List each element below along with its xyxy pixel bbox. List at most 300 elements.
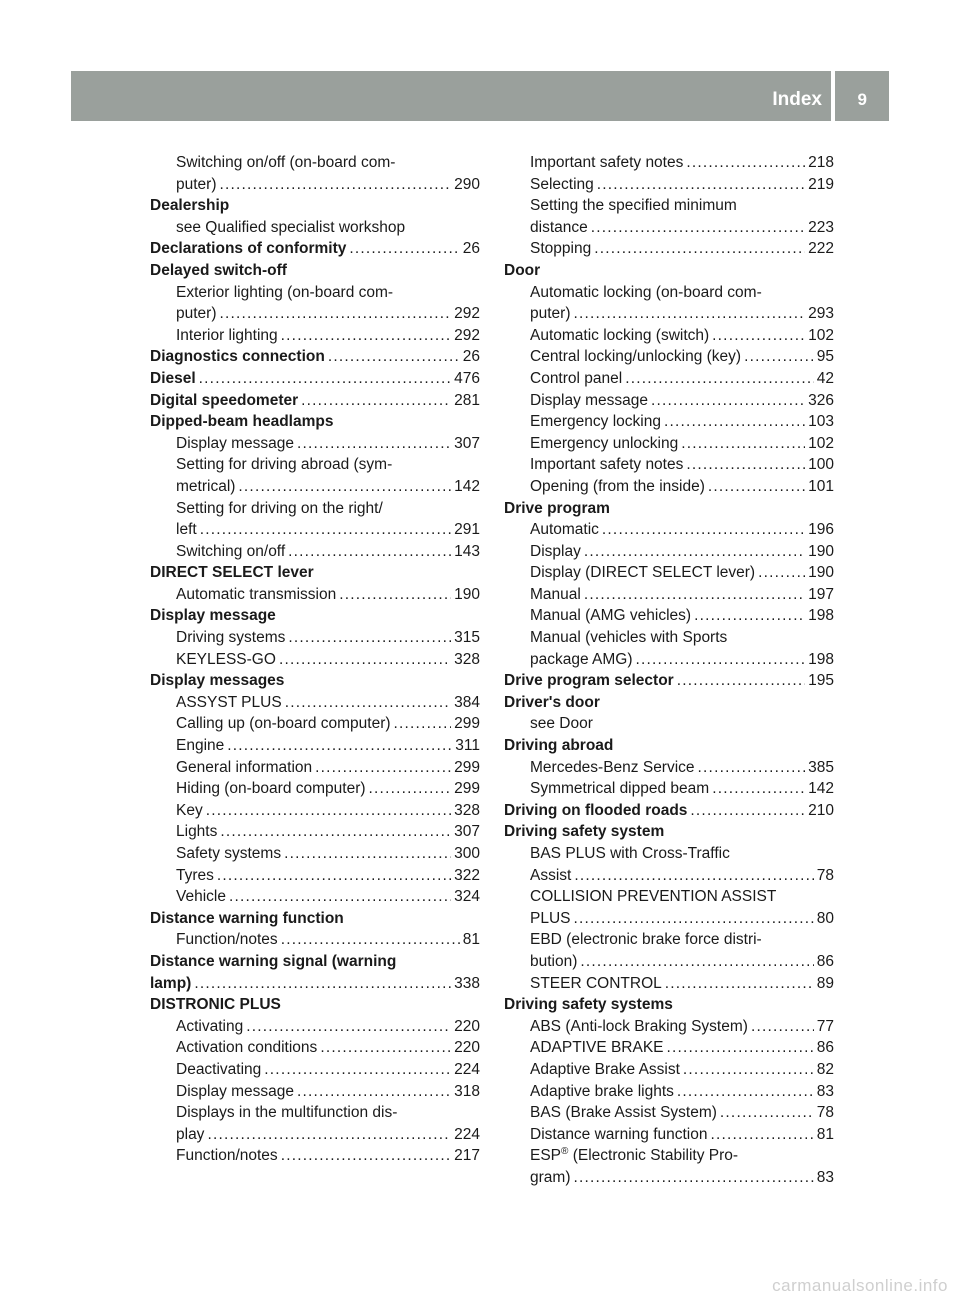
entry-text: Tyres [176,866,214,884]
dot-leader [199,368,451,390]
dot-leader [580,951,813,973]
index-entry [150,325,480,347]
dot-leader [284,843,451,865]
entry-page-ref: 307 [454,434,480,452]
dot-leader [636,649,806,671]
index-entry [504,908,834,930]
index-entry [504,1124,834,1146]
entry-page-ref: 299 [454,780,480,798]
index-subentry-text [504,886,834,908]
dot-leader [281,1145,451,1167]
index-entry [150,433,480,455]
entry-page-ref: 210 [808,801,834,819]
entry-text: see Qualified specialist workshop [176,218,406,236]
entry-text: Distance warning function [150,909,344,927]
entry-page-ref: 281 [454,391,480,409]
dot-leader [720,1102,814,1124]
entry-page-ref: 385 [808,758,834,776]
entry-text: Opening (from the inside) [530,477,705,495]
index-entry [504,1037,834,1059]
dot-leader [625,368,814,390]
entry-text: Diagnostics connection [150,348,325,366]
entry-text: Diesel [150,369,196,387]
dot-leader [712,778,805,800]
entry-page-ref: 299 [454,758,480,776]
entry-text: Automatic transmission [176,585,337,603]
index-keyword [150,994,480,1016]
dot-leader [665,973,814,995]
entry-text: Automatic [530,521,599,539]
entry-page-ref: 292 [454,305,480,323]
dot-leader [591,217,805,239]
entry-text: BAS (Brake Assist System) [530,1104,717,1122]
dot-leader [281,929,460,951]
index-entry [150,692,480,714]
entry-text: Driving systems [176,629,286,647]
entry-text: left [176,521,197,539]
dot-leader [602,519,805,541]
entry-page-ref: 384 [454,693,480,711]
index-entry [150,778,480,800]
dot-leader [279,649,451,671]
entry-page-ref: 223 [808,218,834,236]
dot-leader [584,541,805,563]
entry-text: KEYLESS-GO [176,650,276,668]
entry-page-ref: 218 [808,154,834,171]
entry-text: Switching on/off [176,542,286,560]
entry-page-ref: 103 [808,413,834,431]
entry-page-ref: 142 [808,780,834,798]
entry-text: Display (DIRECT SELECT lever) [530,564,756,582]
index-keyword [504,260,834,282]
entry-text: Switching on/off (on-board com- [176,154,396,171]
entry-page-ref: 89 [816,974,834,992]
entry-page-ref: 26 [462,240,480,258]
entry-text-rest: (Electronic Stability Pro- [568,1147,739,1165]
index-entry [504,238,834,260]
index-entry [504,519,834,541]
entry-text: Central locking/unlocking (key) [530,348,742,366]
index-keyword [150,260,480,282]
entry-text: Drive program [504,499,610,517]
watermark: carmanualsonline.info [772,1276,948,1295]
entry-text: Safety systems [176,845,282,862]
entry-text: Engine [176,737,225,755]
entry-text: PLUS [530,909,571,927]
index-entry [504,973,834,995]
entry-page-ref: 217 [454,1147,480,1165]
index-subentry-text [504,627,834,649]
entry-page-ref: 143 [454,542,480,560]
entry-text: Manual [530,585,581,603]
entry-text: Setting for driving on the right/ [176,499,383,517]
index-entry [504,865,834,887]
entry-page-ref: 83 [816,1168,834,1186]
entry-text: Display message [530,391,649,409]
dot-leader [667,1037,814,1059]
index-subentry-text [150,498,480,520]
index-entry [150,821,480,843]
entry-text: Manual (AMG vehicles) [530,607,692,625]
index-entry [504,346,834,368]
index-entry [504,584,834,606]
entry-page-ref: 198 [808,607,834,625]
entry-page-ref: 102 [808,326,834,344]
entry-page-ref: 81 [816,1125,834,1143]
entry-text: Deactivating [176,1060,262,1078]
entry-page-ref: 196 [808,521,834,539]
entry-text: Declarations of conformity [150,240,347,258]
entry-text: Displays in the multifunction dis- [176,1104,398,1122]
entry-text: Automatic locking (switch) [530,326,710,344]
entry-text: Distance warning signal (warning [150,952,397,970]
index-entry [150,1059,480,1081]
entry-text: General information [176,758,313,776]
entry-text: Function/notes [176,1147,278,1165]
entry-text: EBD (electronic brake force distri- [530,931,762,949]
entry-text: Manual (vehicles with Sports [530,629,728,647]
index-entry [150,368,480,390]
entry-text: Dipped-beam headlamps [150,413,334,431]
index-keyword [150,562,480,584]
entry-text: Selecting [530,175,594,193]
entry-page-ref: 299 [454,715,480,733]
entry-text: Interior lighting [176,326,278,344]
index-subentry-text [150,152,480,174]
entry-page-ref: 292 [454,326,480,344]
entry-text: Drive program selector [504,672,674,690]
index-entry [150,735,480,757]
entry-page-ref: 77 [816,1017,834,1035]
dot-leader [751,1016,814,1038]
dot-leader [651,390,805,412]
entry-page-ref: 86 [816,1039,834,1057]
index-keyword [150,670,480,692]
dot-leader [220,821,451,843]
dot-leader [711,1124,814,1146]
index-entry [504,670,834,692]
entry-text: Exterior lighting (on-board com- [176,283,394,301]
dot-leader [264,1059,451,1081]
index-entry [504,1016,834,1038]
entry-page-ref: 197 [808,585,834,603]
dot-leader [229,886,451,908]
entry-page-ref: 290 [454,175,480,193]
dot-leader [744,346,814,368]
dot-leader [369,778,452,800]
dot-leader [339,584,451,606]
index-keyword [504,735,834,757]
index-entry [150,649,480,671]
registered-mark: ® [561,1146,569,1158]
index-subentry-text [504,1145,834,1167]
entry-page-ref: 83 [816,1082,834,1100]
entry-text: DISTRONIC PLUS [150,996,281,1014]
entry-page-ref: 476 [454,369,480,387]
entry-text: gram) [530,1168,571,1186]
dot-leader [686,152,805,174]
entry-page-ref: 26 [462,348,480,366]
entry-page-ref: 315 [454,629,480,647]
index-subentry-text [504,282,834,304]
entry-page-ref: 82 [816,1060,834,1078]
dot-leader [677,670,805,692]
entry-page-ref: 86 [816,952,834,970]
dot-leader [690,800,805,822]
entry-page-ref: 42 [816,369,834,387]
index-entry [150,1016,480,1038]
dot-leader [220,303,452,325]
entry-text: play [176,1125,205,1143]
entry-page-ref: 198 [808,650,834,668]
entry-text: Vehicle [176,888,226,906]
dot-leader [677,1081,814,1103]
index-subentry-text [150,454,480,476]
index-entry [504,562,834,584]
index-keyword [504,692,834,714]
page-number: 9 [857,90,867,109]
index-keyword [504,994,834,1016]
entry-page-ref: 222 [808,240,834,258]
index-subentry-text [504,843,834,865]
entry-text: Driving abroad [504,737,614,755]
index-entry [504,454,834,476]
dot-leader [712,325,805,347]
entry-page-ref: 220 [454,1039,480,1057]
entry-text: ESP [530,1147,562,1165]
entry-page-ref: 190 [808,564,834,582]
entry-text: Setting for driving abroad (sym- [176,456,393,474]
entry-text: DIRECT SELECT lever [150,564,314,582]
section-title: Index [772,89,822,110]
index-entry [504,1102,834,1124]
dot-leader [328,346,460,368]
entry-page-ref: 293 [808,305,834,323]
index-keyword [150,605,480,627]
dot-leader [200,519,451,541]
entry-page-ref: 190 [808,542,834,560]
entry-page-ref: 220 [454,1017,480,1035]
entry-text: bution) [530,952,578,970]
entry-page-ref: 78 [816,866,834,884]
dot-leader [594,238,805,260]
entry-text: Digital speedometer [150,391,299,409]
entry-text: Calling up (on-board computer) [176,715,391,733]
entry-text: Driving safety system [504,823,665,841]
dot-leader [301,390,451,412]
entry-page-ref: 95 [816,348,834,366]
index-subentry-text [150,217,480,239]
entry-text: puter) [176,175,217,193]
entry-page-ref: 318 [454,1082,480,1100]
entry-text: Key [176,801,203,819]
index-entry [504,778,834,800]
index-entry [150,843,480,865]
index-entry [504,174,834,196]
index-subentry-text [504,195,834,217]
entry-page-ref: 324 [454,888,480,906]
entry-text: Function/notes [176,931,278,949]
entry-text: Symmetrical dipped beam [530,780,710,798]
entry-page-ref: 142 [454,477,480,495]
index-entry [150,865,480,887]
index-entry [504,1059,834,1081]
entry-text: Display [530,542,581,560]
dot-leader [584,584,805,606]
index-entry [504,217,834,239]
entry-text: Display message [176,434,295,452]
entry-text: Control panel [530,369,623,387]
index-entry [504,605,834,627]
entry-page-ref: 101 [808,477,834,495]
entry-page-ref: 291 [454,521,480,539]
index-subentry-text [150,282,480,304]
entry-text: Stopping [530,240,592,258]
index-keyword [150,411,480,433]
entry-page-ref: 326 [808,391,834,409]
dot-leader [758,562,805,584]
entry-text: puter) [176,305,217,323]
entry-text: STEER CONTROL [530,974,662,992]
dot-leader [194,973,451,995]
index-entry [150,713,480,735]
index-entry [150,476,480,498]
index-entry [150,627,480,649]
dot-leader [227,735,452,757]
entry-page-ref: 300 [454,845,480,862]
entry-page-ref: 328 [454,650,480,668]
header-bar [71,71,889,121]
dot-leader [574,303,806,325]
index-keyword [150,195,480,217]
index-entry [150,584,480,606]
index-subentry-text [504,929,834,951]
index-entry [150,1124,480,1146]
index-entry [150,973,480,995]
dot-leader [694,605,805,627]
index-entry [504,541,834,563]
index-entry [504,152,834,174]
index-entry [150,886,480,908]
dot-leader [206,800,451,822]
entry-page-ref: 100 [808,456,834,474]
entry-text: ASSYST PLUS [176,693,282,711]
entry-text: Adaptive Brake Assist [530,1060,680,1078]
dot-leader [288,627,451,649]
index-entry [504,951,834,973]
index-entry [504,325,834,347]
dot-leader [698,757,806,779]
entry-text: Distance warning function [530,1125,708,1143]
entry-text: Activation conditions [176,1039,318,1057]
index-column-left [150,152,480,1167]
index-entry [150,390,480,412]
dot-leader [246,1016,451,1038]
entry-page-ref: 224 [454,1060,480,1078]
dot-leader [597,174,805,196]
dot-leader [285,692,451,714]
entry-page-ref: 311 [455,737,480,755]
index-entry [504,476,834,498]
index-entry [150,238,480,260]
entry-text: Door [504,261,541,279]
index-entry [504,433,834,455]
index-entry [150,519,480,541]
entry-text: Adaptive brake lights [530,1082,674,1100]
entry-text: Important safety notes [530,154,684,171]
index-subentry-text [150,1102,480,1124]
entry-page-ref: 190 [454,585,480,603]
entry-text: Lights [176,823,218,841]
entry-page-ref: 322 [454,866,480,884]
index-keyword [504,821,834,843]
index-keyword [150,951,480,973]
entry-text: Emergency unlocking [530,434,679,452]
entry-text: Driving on flooded roads [504,801,688,819]
header-divider [831,71,835,121]
index-entry [150,1145,480,1167]
entry-text: Important safety notes [530,456,684,474]
entry-page-ref: 81 [462,931,480,949]
dot-leader [315,757,451,779]
entry-page-ref: 224 [454,1125,480,1143]
entry-text: puter) [530,305,571,323]
entry-text: Dealership [150,197,230,215]
index-entry [504,390,834,412]
dot-leader [220,174,452,196]
dot-leader [297,1081,451,1103]
entry-text: lamp) [150,974,192,992]
dot-leader [288,541,451,563]
entry-page-ref: 219 [808,175,834,193]
entry-text: Mercedes-Benz Service [530,758,695,776]
entry-page-ref: 338 [454,974,480,992]
index-entry [504,800,834,822]
entry-page-ref: 78 [816,1104,834,1122]
entry-text: distance [530,218,588,236]
entry-text: Automatic locking (on-board com- [530,283,762,301]
entry-text: Hiding (on-board computer) [176,780,366,798]
entry-text: Assist [530,866,572,884]
dot-leader [297,433,451,455]
entry-text: Display message [176,1082,295,1100]
dot-leader [664,411,805,433]
index-entry [150,929,480,951]
index-entry [504,1081,834,1103]
entry-text: Display message [150,607,276,625]
index-entry [504,1167,834,1189]
index-entry [150,346,480,368]
dot-leader [574,865,813,887]
entry-text: Driving safety systems [504,996,673,1014]
index-subentry-text [504,713,834,735]
index-entry [150,757,480,779]
dot-leader [574,908,814,930]
entry-text: Activating [176,1017,244,1035]
index-entry [504,757,834,779]
dot-leader [238,476,451,498]
entry-text: ADAPTIVE BRAKE [530,1039,664,1057]
dot-leader [686,454,805,476]
index-entry [150,303,480,325]
dot-leader [207,1124,451,1146]
index-entry [150,174,480,196]
entry-text: see Door [530,715,593,733]
entry-text: metrical) [176,477,236,495]
entry-text: Driver's door [504,693,600,711]
index-entry [150,800,480,822]
entry-text: Delayed switch-off [150,261,287,279]
